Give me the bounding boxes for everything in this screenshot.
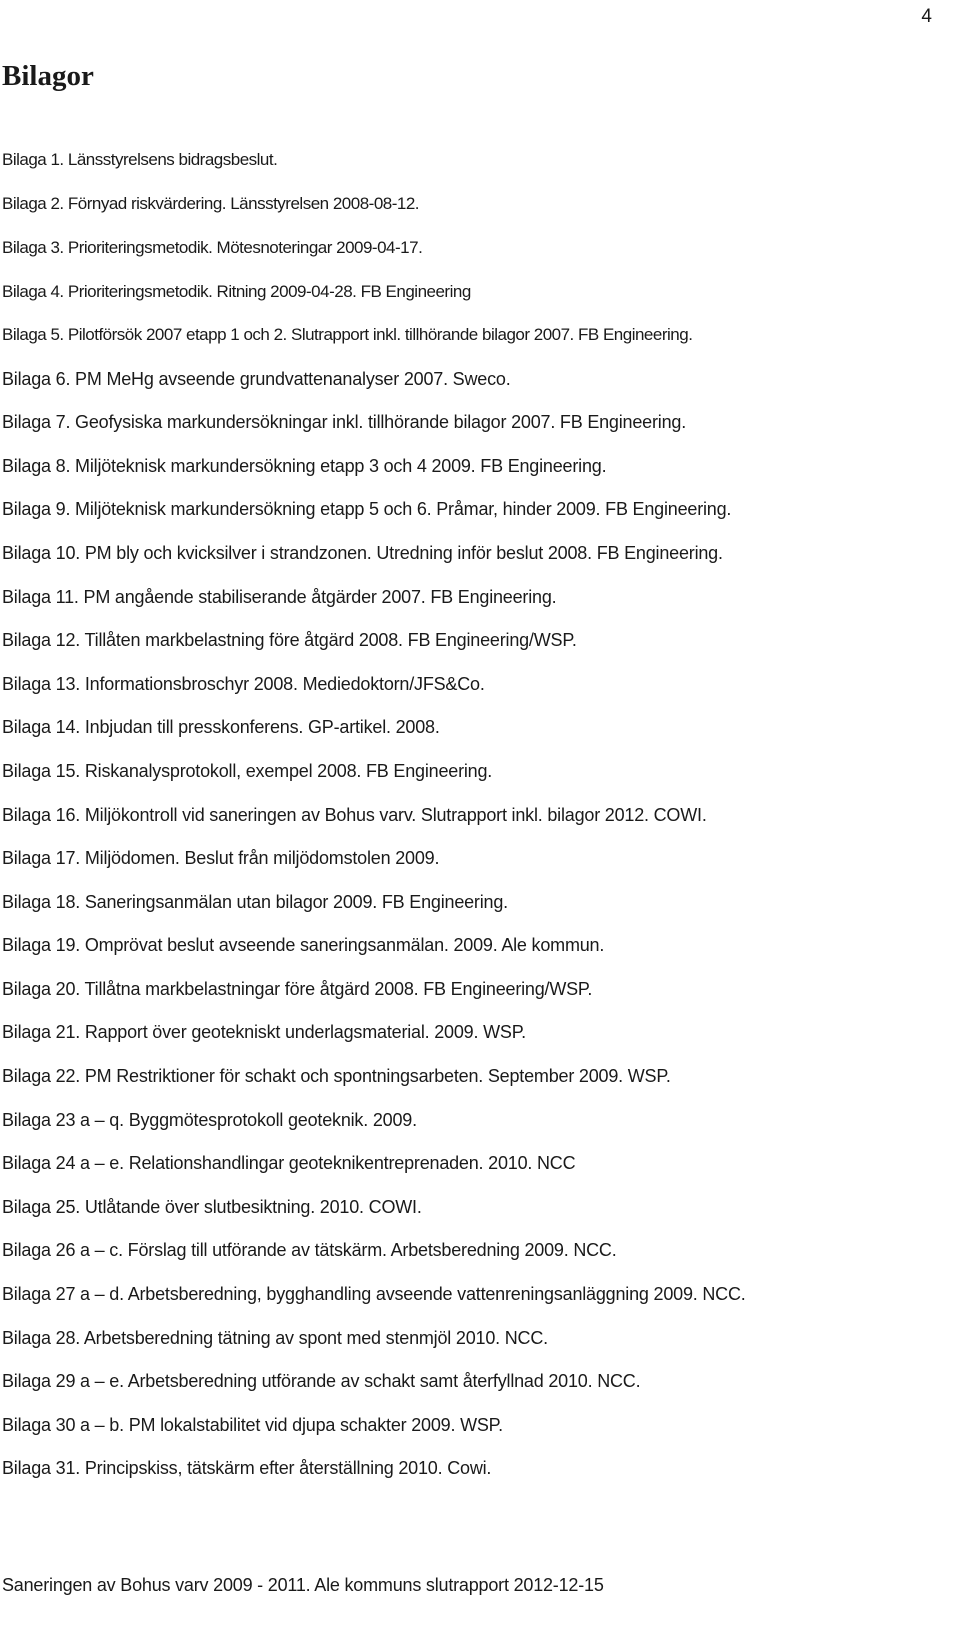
list-item: Bilaga 9. Miljöteknisk markundersökning etapp 5 och 6. Pråmar, hinder 2009. FB Engineering. bbox=[2, 499, 732, 519]
list-item: Bilaga 20. Tillåtna markbelastningar före åtgärd 2008. FB Engineering/WSP. bbox=[2, 979, 593, 999]
list-item: Bilaga 2. Förnyad riskvärdering. Länsstyrelsen 2008-08-12. bbox=[2, 194, 420, 213]
list-item: Bilaga 29 a – e. Arbetsberedning utförande av schakt samt återfyllnad 2010. NCC. bbox=[2, 1371, 641, 1391]
list-item: Bilaga 15. Riskanalysprotokoll, exempel 2008. FB Engineering. bbox=[2, 761, 493, 781]
list-item: Bilaga 19. Omprövat beslut avseende saneringsanmälan. 2009. Ale kommun. bbox=[2, 935, 605, 955]
list-item: Bilaga 25. Utlåtande över slutbesiktning. 2010. COWI. bbox=[2, 1197, 422, 1217]
list-item: Bilaga 18. Saneringsanmälan utan bilagor 2009. FB Engineering. bbox=[2, 892, 508, 912]
list-item: Bilaga 13. Informationsbroschyr 2008. Mediedoktorn/JFS&Co. bbox=[2, 674, 485, 694]
list-item: Bilaga 24 a – e. Relationshandlingar geoteknikentreprenaden. 2010. NCC bbox=[2, 1153, 576, 1173]
list-item: Bilaga 1. Länsstyrelsens bidragsbeslut. bbox=[2, 150, 278, 169]
list-item: Bilaga 16. Miljökontroll vid saneringen av Bohus varv. Slutrapport inkl. bilagor 2012. COWI. bbox=[2, 805, 707, 825]
list-item: Bilaga 28. Arbetsberedning tätning av spont med stenmjöl 2010. NCC. bbox=[2, 1328, 548, 1348]
list-item: Bilaga 3. Prioriteringsmetodik. Mötesnoteringar 2009-04-17. bbox=[2, 238, 423, 257]
list-item: Bilaga 27 a – d. Arbetsberedning, bygghandling avseende vattenreningsanläggning 2009. NCC. bbox=[2, 1284, 746, 1304]
page-footer: Saneringen av Bohus varv 2009 - 2011. Ale kommuns slutrapport 2012-12-15 bbox=[2, 1575, 604, 1595]
list-item: Bilaga 7. Geofysiska markundersökningar inkl. tillhörande bilagor 2007. FB Engineering. bbox=[2, 412, 686, 432]
list-item: Bilaga 6. PM MeHg avseende grundvattenanalyser 2007. Sweco. bbox=[2, 369, 511, 389]
list-item: Bilaga 31. Principskiss, tätskärm efter återställning 2010. Cowi. bbox=[2, 1458, 492, 1478]
list-item: Bilaga 22. PM Restriktioner för schakt och spontningsarbeten. September 2009. WSP. bbox=[2, 1066, 671, 1086]
list-item: Bilaga 14. Inbjudan till presskonferens. GP-artikel. 2008. bbox=[2, 717, 440, 737]
list-item: Bilaga 11. PM angående stabiliserande åtgärder 2007. FB Engineering. bbox=[2, 587, 557, 607]
list-item: Bilaga 10. PM bly och kvicksilver i strandzonen. Utredning inför beslut 2008. FB Engineering. bbox=[2, 543, 723, 563]
list-item: Bilaga 26 a – c. Förslag till utförande av tätskärm. Arbetsberedning 2009. NCC. bbox=[2, 1240, 617, 1260]
page-number: 4 bbox=[921, 6, 932, 27]
list-item: Bilaga 8. Miljöteknisk markundersökning etapp 3 och 4 2009. FB Engineering. bbox=[2, 456, 607, 476]
list-item: Bilaga 30 a – b. PM lokalstabilitet vid djupa schakter 2009. WSP. bbox=[2, 1415, 503, 1435]
list-item: Bilaga 23 a – q. Byggmötesprotokoll geoteknik. 2009. bbox=[2, 1110, 417, 1130]
list-item: Bilaga 12. Tillåten markbelastning före åtgärd 2008. FB Engineering/WSP. bbox=[2, 630, 577, 650]
list-item: Bilaga 5. Pilotförsök 2007 etapp 1 och 2. Slutrapport inkl. tillhörande bilagor 2007. FB Engineering. bbox=[2, 325, 693, 344]
list-item: Bilaga 4. Prioriteringsmetodik. Ritning 2009-04-28. FB Engineering bbox=[2, 282, 471, 301]
list-item: Bilaga 21. Rapport över geotekniskt underlagsmaterial. 2009. WSP. bbox=[2, 1022, 526, 1042]
list-item: Bilaga 17. Miljödomen. Beslut från miljödomstolen 2009. bbox=[2, 848, 440, 868]
page-title: Bilagor bbox=[2, 60, 94, 92]
